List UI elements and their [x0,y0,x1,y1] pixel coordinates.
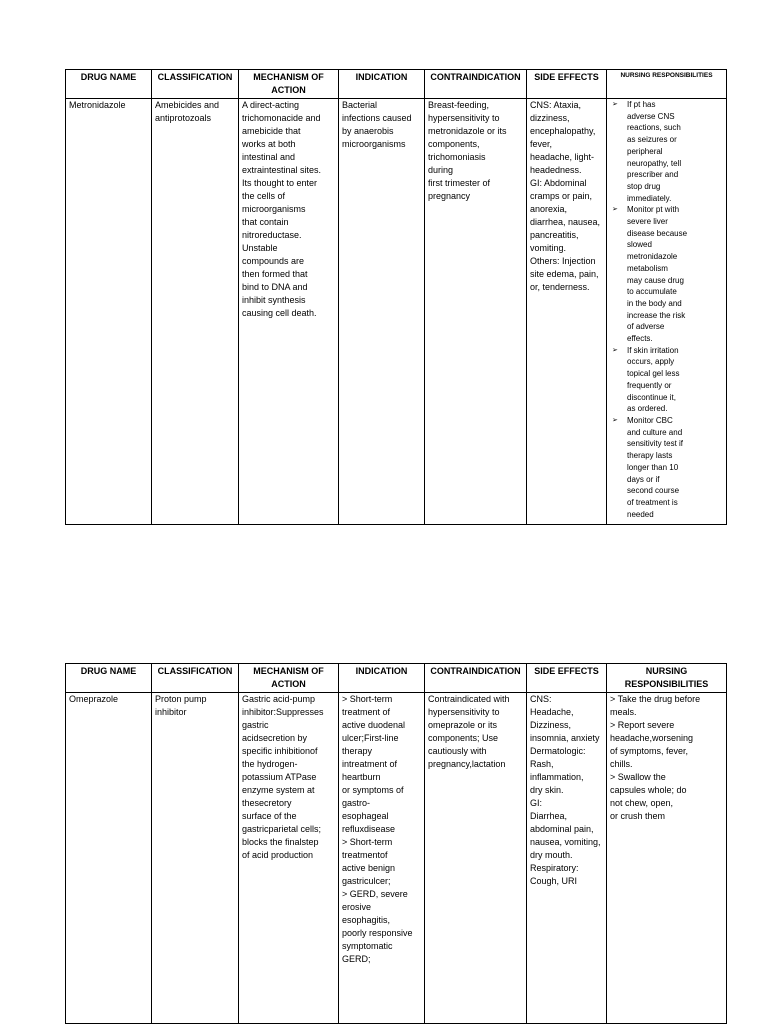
nursing-text-line: If pt has [627,100,656,109]
cell-text-line: dizziness, [530,113,570,123]
cell-text-line: then formed that [242,269,308,279]
cell-text-line: anorexia, [530,204,568,214]
nursing-text-line: Monitor pt with [627,205,680,215]
nursing-text-line: discontinue it, [627,392,676,402]
cell-text-line: nausea, vomiting, [530,837,601,847]
cell-text-line: during [428,165,454,175]
nursing-text-line: to accumulate [627,287,677,297]
cell-mechanism [239,99,339,525]
nursing-text-line: may cause drug [627,275,684,285]
cell-text-line: by anaerobis [342,126,394,136]
nursing-text-line: adverse CNS [627,111,675,121]
cell-text-line: components; Use [428,733,499,743]
nursing-text-line: occurs, apply [627,357,675,367]
cell-text-line: omeprazole or its [428,720,498,730]
cell-text-line: Metronidazole [69,100,126,110]
arrow-bullet-icon: ➢ [612,101,618,108]
cell-text-line: extraintestinal sites. [242,165,322,175]
cell-nursing [607,693,727,1024]
nursing-text-line: severe liver [627,217,668,227]
nursing-text-line: metronidazole [627,252,678,262]
nursing-text-line: longer than 10 [627,462,679,472]
cell-text-line: nitroreductase. [242,230,302,240]
cell-classification [152,99,239,525]
nursing-text-line: frequently or [627,380,672,390]
nursing-text-line: second course [627,486,680,496]
nursing-text-line: increase the risk [627,310,686,320]
cell-text-line: GI: Abdominal [530,178,587,188]
cell-contraindication [425,99,527,525]
cell-text-line: cautiously with [428,746,487,756]
nursing-text-line: as seizures or [627,135,677,145]
cell-text-line: site edema, pain, [530,269,599,279]
cell-text-line: ulcer;First-line [342,733,399,743]
cell-text-line: gastric [242,720,269,730]
nursing-text-line: of treatment is [627,497,678,507]
cell-indication [339,693,425,1024]
cell-text-line: gastricparietal cells; [242,824,322,834]
nursing-text-line: metabolism [627,263,668,273]
nursing-text-line: If skin irritation [627,345,679,355]
nursing-text-line: peripheral [627,146,663,156]
header-nursing: NURSING RESPONSIBILITIES [607,664,727,693]
cell-text-line: vomiting. [530,243,567,253]
cell-text-line: encephalopathy, [530,126,596,136]
cell-text-line: thesecretory [242,798,292,808]
cell-text-line: specific inhibitionof [242,746,318,756]
cell-text-line: surface of the [242,811,297,821]
cell-text-line: infections caused [342,113,412,123]
cell-text-line: hypersensitivity to [428,707,500,717]
cell-text-line: diarrhea, nausea, [530,217,601,227]
nursing-text-line: slowed [627,240,652,250]
cell-text-line: dry mouth. [530,850,573,860]
cell-text-line: > GERD, severe [342,889,408,899]
cell-text-line: > Take the drug before [610,694,701,704]
cell-text-line: gastriculcer; [342,876,391,886]
cell-text-line: therapy [342,746,373,756]
cell-text-line: GERD; [342,954,371,964]
cell-text-line: symptomatic [342,941,393,951]
nursing-text-line: sensitivity test if [627,439,684,449]
cell-text-line: Amebicides and [155,100,220,110]
cell-text-line: refluxdisease [342,824,396,834]
nursing-text-line: and culture and [627,427,683,437]
cell-text-line: trichomoniasis [428,152,486,162]
cell-text-line: A direct-acting [242,100,300,110]
cell-text-line: not chew, open, [610,798,674,808]
cell-mechanism [239,693,339,1024]
nursing-text-line: therapy lasts [627,451,673,461]
cell-text-line: cramps or pain, [530,191,593,201]
cell-text-line: Headache, [530,707,574,717]
cell-text-line: or symptoms of [342,785,404,795]
cell-text-line: Cough, URI [530,876,578,886]
header-row [66,664,727,693]
header-classification: CLASSIFICATION [152,664,239,693]
nursing-text-line: immediately. [627,193,672,203]
cell-text-line: meals. [610,707,637,717]
header-contraindication: CONTRAINDICATION [425,70,527,99]
cell-text-line: inflammation, [530,772,584,782]
arrow-bullet-icon: ➢ [612,206,618,214]
header-nursing: NURSING RESPONSIBILITIES [607,70,727,99]
cell-text-line: works at both [242,139,296,149]
cell-text-line: inhibit synthesis [242,295,306,305]
cell-text-line: capsules whole; do [610,785,687,795]
cell-text-line: headedness. [530,165,582,175]
cell-text-line: headache, light- [530,152,595,162]
cell-text-line: intreatment of [342,759,398,769]
nursing-text-line: in the body and [627,298,682,308]
cell-text-line: > Swallow the [610,772,666,782]
cell-text-line: Its thought to enter [242,178,318,188]
cell-text-line: Respiratory: [530,863,579,873]
cell-text-line: treatmentof [342,850,388,860]
cell-text-line: inhibitor:Suppresses [242,707,324,717]
cell-contraindication [425,693,527,1024]
cell-text-line: treatment of [342,707,391,717]
cell-text-line: CNS: Ataxia, [530,100,582,110]
cell-text-line: > Short-term [342,694,393,704]
cell-text-line: Gastric acid-pump [242,694,316,704]
cell-text-line: insomnia, anxiety [530,733,600,743]
header-indication: INDICATION [339,664,425,693]
cell-text-line: poorly responsive [342,928,413,938]
cell-text-line: active benign [342,863,396,873]
header-indication: INDICATION [339,70,425,99]
cell-text-line: CNS: [530,694,552,704]
nursing-text-line: days or if [627,474,660,484]
nursing-text-line: stop drug [627,181,661,191]
nursing-list-item [610,415,723,520]
cell-text-line: erosive [342,902,372,912]
header-drug-name: DRUG NAME [66,664,152,693]
header-mechanism: MECHANISM OF ACTION [239,70,339,99]
cell-side-effects [527,693,607,1024]
cell-text-line: trichomonacide and [242,113,321,123]
cell-text-line: esophagitis, [342,915,391,925]
cell-text-line: gastro- [342,798,371,808]
cell-text-line: amebicide that [242,126,301,136]
header-mechanism: MECHANISM OF ACTION [239,664,339,693]
nursing-text-line: needed [627,509,654,519]
cell-text-line: active duodenal [342,720,406,730]
cell-text-line: Breast-feeding, [428,100,490,110]
drug-table-metronidazole [65,69,727,525]
cell-text-line: causing cell death. [242,308,317,318]
cell-text-line: first trimester of [428,178,491,188]
table-row [66,99,727,525]
cell-text-line: pancreatitis, [530,230,579,240]
cell-text-line: intestinal and [242,152,296,162]
cell-text-line: microorganisms [342,139,406,149]
cell-text-line: Rash, [530,759,554,769]
drug-table-omeprazole [65,663,727,1024]
cell-text-line: that contain [242,217,289,227]
cell-side-effects [527,99,607,525]
cell-text-line: abdominal pain, [530,824,594,834]
cell-text-line: or crush them [610,811,666,821]
cell-text-line: chills. [610,759,633,769]
header-drug-name: DRUG NAME [66,70,152,99]
nursing-list-item [610,204,723,344]
nursing-list-item [610,345,723,415]
cell-text-line: enzyme system at [242,785,315,795]
cell-text-line: Unstable [242,243,278,253]
nursing-list-item [610,99,723,204]
cell-text-line: of acid production [242,850,314,860]
nursing-text-line: topical gel less [627,369,680,379]
cell-text-line: or, tenderness. [530,282,590,292]
cell-text-line: dry skin. [530,785,564,795]
cell-text-line: the hydrogen- [242,759,298,769]
nursing-text-line: effects. [627,334,653,344]
cell-drug-name [66,693,152,1024]
cell-text-line: Proton pump [155,694,207,704]
cell-drug-name [66,99,152,525]
cell-text-line: esophageal [342,811,389,821]
cell-text-line: Dermatologic: [530,746,586,756]
nursing-text-line: of adverse [627,322,665,332]
cell-text-line: Contraindicated with [428,694,510,704]
nursing-text-line: neuropathy, tell [627,158,682,168]
nursing-text-line: Monitor CBC [627,415,673,425]
cell-text-line: the cells of [242,191,286,201]
cell-text-line: Diarrhea, [530,811,568,821]
cell-text-line: bind to DNA and [242,282,308,292]
cell-text-line: antiprotozoals [155,113,212,123]
cell-text-line: Omeprazole [69,694,119,704]
cell-text-line: inhibitor [155,707,187,717]
header-side-effects: SIDE EFFECTS [527,664,607,693]
cell-text-line: compounds are [242,256,305,266]
cell-text-line: components, [428,139,480,149]
cell-text-line: Others: Injection [530,256,596,266]
cell-text-line: > Short-term [342,837,393,847]
header-row [66,70,727,99]
nursing-bullet-list [610,99,723,520]
cell-text-line: hypersensitivity to [428,113,500,123]
cell-text-line: pregnancy,lactation [428,759,506,769]
cell-text-line: potassium ATPase [242,772,317,782]
cell-text-line: heartburn [342,772,381,782]
header-contraindication: CONTRAINDICATION [425,664,527,693]
cell-text-line: blocks the finalstep [242,837,319,847]
cell-classification [152,693,239,1024]
nursing-text-line: as ordered. [627,404,668,414]
header-classification: CLASSIFICATION [152,70,239,99]
cell-text-line: of symptoms, fever, [610,746,689,756]
header-side-effects: SIDE EFFECTS [527,70,607,99]
cell-text-line: > Report severe [610,720,675,730]
cell-text-line: Dizziness, [530,720,572,730]
nursing-text-line: reactions, such [627,123,681,133]
cell-text-line: headache,worsening [610,733,694,743]
nursing-text-line: disease because [627,228,688,238]
table-row [66,693,727,1024]
nursing-text-line: prescriber and [627,170,679,180]
arrow-bullet-icon: ➢ [612,346,618,354]
cell-indication [339,99,425,525]
cell-text-line: GI: [530,798,543,808]
cell-text-line: metronidazole or its [428,126,507,136]
cell-text-line: Bacterial [342,100,378,110]
cell-text-line: acidsecretion by [242,733,308,743]
cell-nursing [607,99,727,525]
cell-text-line: pregnancy [428,191,471,201]
arrow-bullet-icon: ➢ [612,416,618,424]
cell-text-line: microorganisms [242,204,306,214]
cell-text-line: fever, [530,139,553,149]
